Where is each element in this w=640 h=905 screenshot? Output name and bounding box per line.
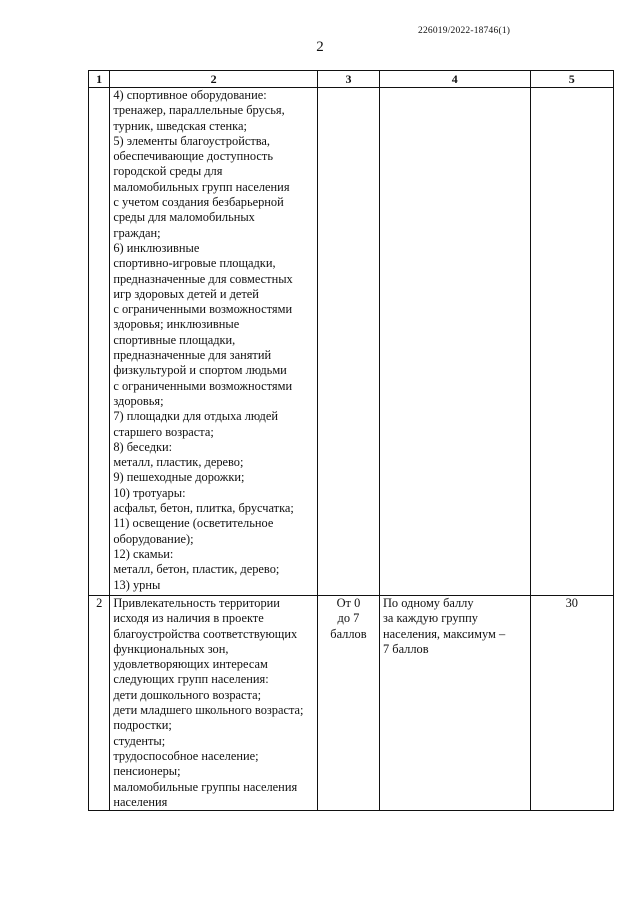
text-line: студенты; xyxy=(113,733,166,748)
text-line: От 0 xyxy=(336,596,361,610)
text-line: баллов xyxy=(330,626,367,641)
row2-score-range xyxy=(317,596,379,811)
table-row xyxy=(89,596,614,811)
text-line: 4) спортивное оборудование: xyxy=(113,88,267,102)
text-line: асфальт, бетон, плитка, брусчатка; xyxy=(113,501,294,516)
text-line: среды для маломобильных xyxy=(113,210,255,225)
table-row xyxy=(89,88,614,596)
text-line: с ограниченными возможностями xyxy=(113,302,293,317)
text-line: маломобильные группы населения xyxy=(113,779,298,794)
text-line: По одному баллу xyxy=(382,596,474,610)
text-line: старшего возраста; xyxy=(113,424,214,439)
text-line: оборудование); xyxy=(113,531,194,546)
row2-description xyxy=(110,596,318,811)
text-line: трудоспособное население; xyxy=(113,748,259,763)
text-line: предназначенные для совместных xyxy=(113,271,293,286)
text-line: с учетом создания безбарьерной xyxy=(113,195,284,210)
text-line: функциональных зон, xyxy=(113,641,229,656)
text-line: спортивно-игровые площадки, xyxy=(113,256,276,271)
text-line: дети дошкольного возраста; xyxy=(113,687,262,702)
text-line: 6) инклюзивные xyxy=(113,240,200,255)
text-line: турник, шведская стенка; xyxy=(113,118,247,133)
criteria-table xyxy=(88,70,614,811)
text-line: здоровья; инклюзивные xyxy=(113,317,240,332)
row1-col5 xyxy=(530,88,613,596)
text-line: городской среды для xyxy=(113,164,223,179)
text-line: 5) элементы благоустройства, xyxy=(113,133,271,148)
row2-weight: 30 xyxy=(530,596,613,811)
text-line: 7 баллов xyxy=(382,641,429,656)
header-col-5: 5 xyxy=(530,71,613,88)
text-line: предназначенные для занятий xyxy=(113,348,272,363)
header-col-3: 3 xyxy=(317,71,379,88)
text-line: 11) освещение (осветительное xyxy=(113,516,274,531)
text-line: металл, пластик, дерево; xyxy=(113,455,244,470)
row1-col1 xyxy=(89,88,110,596)
text-line: исходя из наличия в проекте xyxy=(113,611,264,626)
text-line: дети младшего школьного возраста; xyxy=(113,703,304,718)
text-line: пенсионеры; xyxy=(113,764,181,779)
text-line: металл, бетон, пластик, дерево; xyxy=(113,562,280,577)
table-header-row xyxy=(89,71,614,88)
text-line: маломобильных групп населения xyxy=(113,179,290,194)
text-line: тренажер, параллельные брусья, xyxy=(113,103,285,118)
text-line: подростки; xyxy=(113,718,172,733)
text-line: игр здоровых детей и детей xyxy=(113,286,259,301)
text-line: 8) беседки: xyxy=(113,439,173,454)
row1-col3 xyxy=(317,88,379,596)
text-line: 12) скамьи: xyxy=(113,546,174,561)
header-col-4: 4 xyxy=(379,71,530,88)
text-line: спортивные площадки, xyxy=(113,332,236,347)
text-line: 10) тротуары: xyxy=(113,485,186,500)
row2-scoring-rule xyxy=(379,596,530,811)
text-line: Привлекательность территории xyxy=(113,596,280,610)
text-line: с ограниченными возможностями xyxy=(113,378,293,393)
text-line: физкультурой и спортом людьми xyxy=(113,363,287,378)
text-line: благоустройства соответствующих xyxy=(113,626,298,641)
text-line: 7) площадки для отдыха людей xyxy=(113,409,278,424)
text-line: удовлетворяющих интересам xyxy=(113,657,268,672)
text-line: 9) пешеходные дорожки; xyxy=(113,470,245,485)
header-col-1: 1 xyxy=(89,71,110,88)
text-line: за каждую группу xyxy=(382,611,478,626)
text-line: здоровья; xyxy=(113,393,164,408)
row1-col4 xyxy=(379,88,530,596)
text-line: обеспечивающие доступность xyxy=(113,149,273,164)
text-line: граждан; xyxy=(113,225,161,240)
text-line: следующих групп населения: xyxy=(113,672,269,687)
text-line: населения, максимум – xyxy=(382,626,506,641)
document-id: 226019/2022-18746(1) xyxy=(418,26,511,36)
row2-number: 2 xyxy=(89,596,110,811)
text-line: до 7 xyxy=(337,611,360,626)
header-col-2: 2 xyxy=(110,71,318,88)
text-line: населения xyxy=(113,794,168,809)
page-number: 2 xyxy=(316,39,324,55)
row1-description xyxy=(110,88,318,596)
text-line: 13) урны xyxy=(113,577,161,592)
